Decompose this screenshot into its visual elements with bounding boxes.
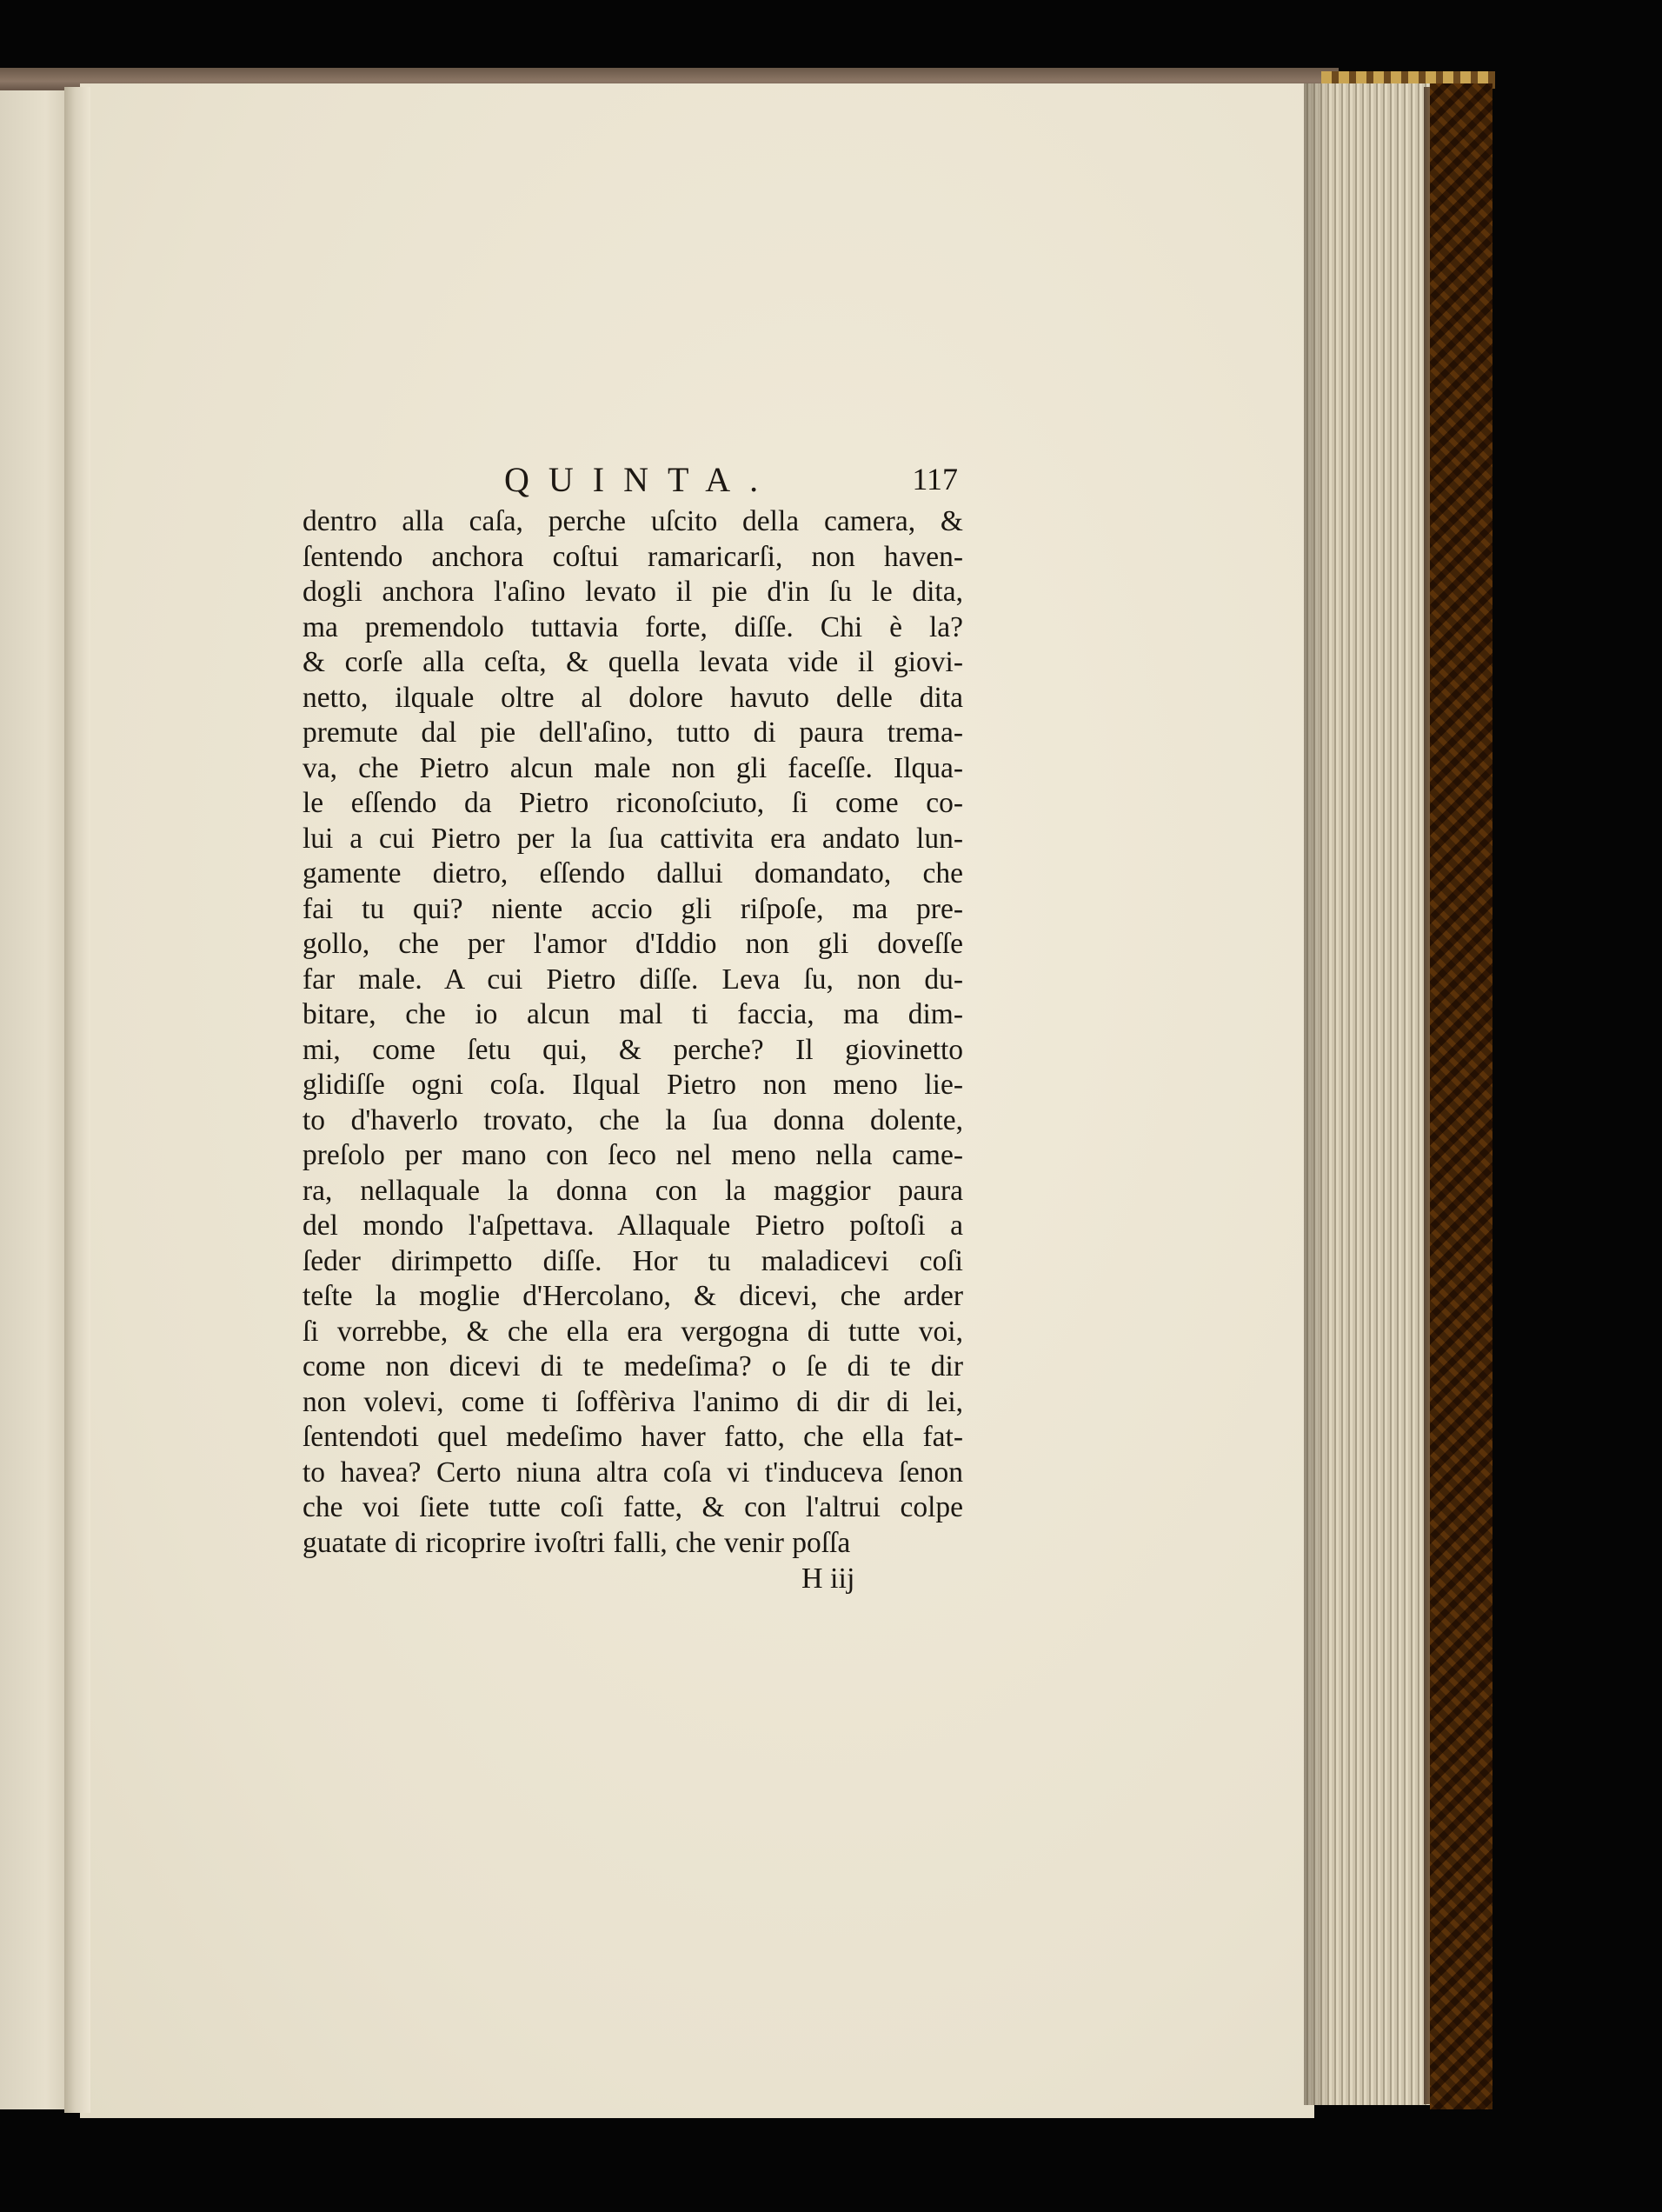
page-gutter	[64, 87, 90, 2113]
signature-text: H iij	[801, 1562, 855, 1595]
text-line: teſte la moglie d'Hercolano, & dicevi, che arder	[302, 1280, 963, 1312]
text-line: ſentendoti quel medeſimo haver fatto, che ella fat-	[302, 1421, 963, 1453]
text-line: preſolo per mano con ſeco nel meno nella came-	[302, 1139, 963, 1171]
gilt-cover-edge	[1430, 83, 1492, 2109]
text-line: che voi ſiete tutte coſi fatte, & con l'altrui colpe	[302, 1491, 963, 1523]
text-line: gollo, che per l'amor d'Iddio non gli doveſſe	[302, 928, 963, 960]
text-line: le eſſendo da Pietro riconoſciuto, ſi come co-	[302, 787, 963, 819]
text-line: guatate di ricoprire ivoſtri falli, che venir poſſa	[302, 1526, 851, 1559]
text-line: glidiſſe ogni coſa. Ilqual Pietro non meno lie-	[302, 1069, 963, 1101]
text-line: ſentendo anchora coſtui ramaricarſi, non haven-	[302, 540, 963, 573]
body-text	[302, 504, 963, 1561]
text-line: gamente dietro, eſſendo dallui domandato, che	[302, 857, 963, 889]
text-line: far male. A cui Pietro diſſe. Leva ſu, non du-	[302, 963, 963, 996]
text-line: del mondo l'aſpettava. Allaquale Pietro poſtoſi a	[302, 1209, 963, 1242]
text-line: ma premendolo tuttavia forte, diſſe. Chi è la?	[302, 610, 963, 643]
text-line: bitare, che io alcun mal ti faccia, ma dim-	[302, 998, 963, 1030]
text-line: va, che Pietro alcun male non gli faceſſe. Ilqua-	[302, 751, 963, 784]
running-title: QUINTA.	[504, 460, 778, 499]
fore-edge-shadow	[1304, 83, 1330, 2105]
text-line: ra, nellaquale la donna con la maggior paura	[302, 1174, 963, 1207]
text-line: & corſe alla ceſta, & quella levata vide il giovi-	[302, 646, 963, 678]
text-line: dogli anchora l'aſino levato il pie d'in ſu le dita,	[302, 576, 963, 608]
page-number: 117	[912, 462, 958, 496]
text-line: to havea? Certo niuna altra coſa vi t'induceva ſenon	[302, 1456, 963, 1489]
text-line: mi, come ſetu qui, & perche? Il giovinetto	[302, 1033, 963, 1066]
text-block	[302, 459, 963, 1599]
text-line: fai tu qui? niente accio gli riſpoſe, ma pre-	[302, 892, 963, 925]
text-line: non volevi, come ti ſoffèriva l'animo di dir di lei,	[302, 1385, 963, 1418]
text-line: lui a cui Pietro per la ſua cattivita era andato lun-	[302, 822, 963, 855]
signature-mark	[302, 1561, 963, 1599]
running-head	[302, 459, 963, 503]
text-line: premute dal pie dell'aſino, tutto di paura trema-	[302, 716, 963, 749]
text-line: to d'haverlo trovato, che la ſua donna dolente,	[302, 1103, 963, 1136]
text-line: ſeder dirimpetto diſſe. Hor tu maladicevi coſi	[302, 1244, 963, 1277]
text-line: dentro alla caſa, perche uſcito della camera, &	[302, 505, 963, 537]
text-line: come non dicevi di te medeſima? o ſe di te dir	[302, 1350, 963, 1382]
text-line: ſi vorrebbe, & che ella era vergogna di tutte voi,	[302, 1315, 963, 1348]
text-line: netto, ilquale oltre al dolore havuto delle dita	[302, 681, 963, 714]
